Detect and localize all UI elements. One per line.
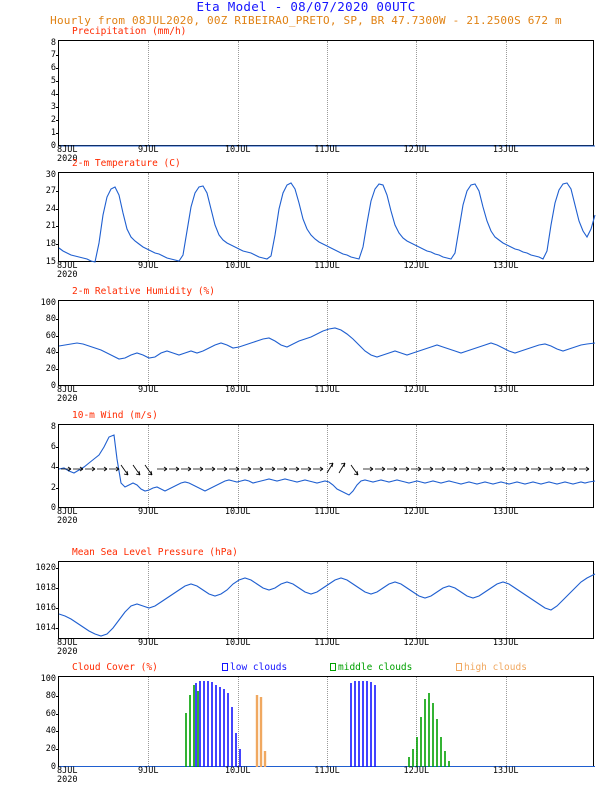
bars-middle-clouds [186, 685, 449, 767]
legend-label: middle clouds [338, 662, 413, 673]
ytick-label: 1014 [35, 622, 56, 633]
xaxis-year: 2020 [57, 775, 78, 785]
xaxis-year: 2020 [57, 647, 78, 657]
xtick-label: 12JUL [403, 507, 430, 517]
xtick-label: 11JUL [314, 261, 340, 271]
ytick-label: 2 [50, 482, 56, 493]
legend-high-clouds [456, 663, 527, 673]
plot-area-wind [50, 421, 594, 526]
legend-low-clouds [222, 663, 287, 673]
ytick-label: 4 [50, 461, 56, 472]
xaxis-year: 2020 [57, 516, 78, 526]
xtick-label: 10JUL [224, 766, 251, 776]
xtick-label: 11JUL [314, 766, 340, 776]
xtick-label: 8JUL [57, 385, 78, 395]
ytick-label: 21 [45, 221, 56, 232]
panel-temperature [45, 158, 594, 280]
xtick-label: 13JUL [492, 385, 519, 395]
legend-swatch-high-icon [456, 663, 462, 671]
ytick-label: 3 [50, 101, 56, 112]
xtick-label: 12JUL [403, 766, 430, 776]
series-cloud-cover [59, 677, 595, 768]
xtick-label: 12JUL [403, 385, 430, 395]
legend-label: low clouds [230, 662, 288, 673]
xtick-label: 11JUL [314, 507, 340, 517]
panel-wind [50, 410, 594, 526]
ytick-label: 5 [50, 76, 56, 87]
xtick-label: 8JUL [57, 766, 78, 776]
ytick-label: 40 [45, 726, 56, 737]
xtick-label: 10JUL [224, 385, 251, 395]
ytick-label: 0 [50, 502, 56, 513]
xtick-label: 11JUL [314, 145, 340, 155]
ytick-label: 1018 [35, 582, 56, 593]
ytick-label: 100 [40, 297, 56, 308]
xtick-label: 12JUL [403, 261, 430, 271]
xtick-label: 12JUL [403, 145, 430, 155]
series-temperature [59, 173, 595, 263]
legend-swatch-low-icon [222, 663, 228, 671]
panel-title-cloud-cover: Cloud Cover (%) [72, 662, 158, 673]
xtick-label: 10JUL [224, 507, 251, 517]
ytick-label: 80 [45, 690, 56, 701]
ytick-label: 2 [50, 114, 56, 125]
ytick-label: 6 [50, 441, 56, 452]
legend-swatch-middle-icon [330, 663, 336, 671]
xtick-label: 8JUL [57, 145, 78, 155]
bars-high-clouds [257, 695, 265, 767]
plot-area-cloud-cover [40, 673, 594, 785]
panel-title-wind: 10-m Wind (m/s) [72, 410, 158, 421]
xtick-label: 13JUL [492, 766, 519, 776]
xtick-label: 13JUL [492, 261, 519, 271]
page-header [0, 0, 612, 28]
xtick-label: 10JUL [224, 145, 251, 155]
ytick-label: 60 [45, 330, 56, 341]
xtick-label: 13JUL [492, 145, 519, 155]
xtick-label: 9JUL [138, 145, 159, 155]
xtick-label: 10JUL [224, 261, 251, 271]
xtick-label: 9JUL [138, 261, 159, 271]
series-mslp [59, 562, 595, 640]
series-wind [59, 425, 595, 509]
xtick-label: 9JUL [138, 507, 159, 517]
ytick-label: 0 [50, 140, 56, 151]
xaxis-year: 2020 [57, 154, 78, 164]
legend-label: high clouds [464, 662, 527, 673]
xtick-label: 10JUL [224, 638, 251, 648]
xtick-label: 8JUL [57, 638, 78, 648]
xtick-label: 11JUL [314, 638, 340, 648]
xtick-label: 9JUL [138, 766, 159, 776]
xtick-label: 9JUL [138, 385, 159, 395]
series-precipitation [59, 41, 595, 147]
ytick-label: 0 [50, 761, 56, 772]
bars-low-clouds [196, 681, 375, 767]
panel-title-temperature: 2-m Temperature (C) [72, 158, 181, 169]
station-info: Hourly from 08JUL2020, 00Z RIBEIRAO_PRETO, SP, BR 47.7300W - 21.2500S 672 m [50, 14, 562, 27]
xtick-label: 12JUL [403, 638, 430, 648]
xtick-label: 13JUL [492, 638, 519, 648]
ytick-label: 15 [45, 256, 56, 267]
panel-mslp [35, 547, 594, 657]
ytick-label: 4 [50, 88, 56, 99]
ytick-label: 8 [50, 37, 56, 48]
ytick-label: 27 [45, 185, 56, 196]
ytick-label: 60 [45, 708, 56, 719]
ytick-label: 80 [45, 313, 56, 324]
ytick-label: 1016 [35, 602, 56, 613]
model-title: Eta Model - 08/07/2020 00UTC [196, 0, 416, 14]
ytick-label: 40 [45, 347, 56, 358]
xtick-label: 8JUL [57, 261, 78, 271]
plot-area-relative-humidity [40, 297, 594, 404]
ytick-label: 24 [45, 203, 56, 214]
xtick-label: 9JUL [138, 638, 159, 648]
xtick-label: 13JUL [492, 507, 519, 517]
panel-relative-humidity [40, 286, 594, 404]
panel-title-relative-humidity: 2-m Relative Humidity (%) [72, 286, 215, 297]
ytick-label: 8 [50, 421, 56, 432]
panel-cloud-cover [40, 662, 594, 785]
xtick-label: 8JUL [57, 507, 78, 517]
panel-title-mslp: Mean Sea Level Pressure (hPa) [72, 547, 238, 558]
ytick-label: 1020 [35, 562, 56, 573]
legend-middle-clouds [330, 663, 412, 673]
xaxis-year: 2020 [57, 270, 78, 280]
xtick-label: 11JUL [314, 385, 340, 395]
ytick-label: 1 [50, 127, 56, 138]
series-relative-humidity [59, 301, 595, 387]
ytick-label: 20 [45, 743, 56, 754]
ytick-label: 20 [45, 363, 56, 374]
ytick-label: 7 [50, 50, 56, 61]
xaxis-year: 2020 [57, 394, 78, 404]
ytick-label: 18 [45, 238, 56, 249]
plot-area-temperature [45, 169, 594, 280]
plot-area-mslp [35, 561, 594, 657]
panel-title-precipitation: Precipitation (mm/h) [72, 26, 187, 37]
ytick-label: 30 [45, 169, 56, 180]
wind-barbs [61, 463, 589, 475]
ytick-label: 6 [50, 63, 56, 74]
ytick-label: 100 [40, 673, 56, 684]
ytick-label: 0 [50, 380, 56, 391]
